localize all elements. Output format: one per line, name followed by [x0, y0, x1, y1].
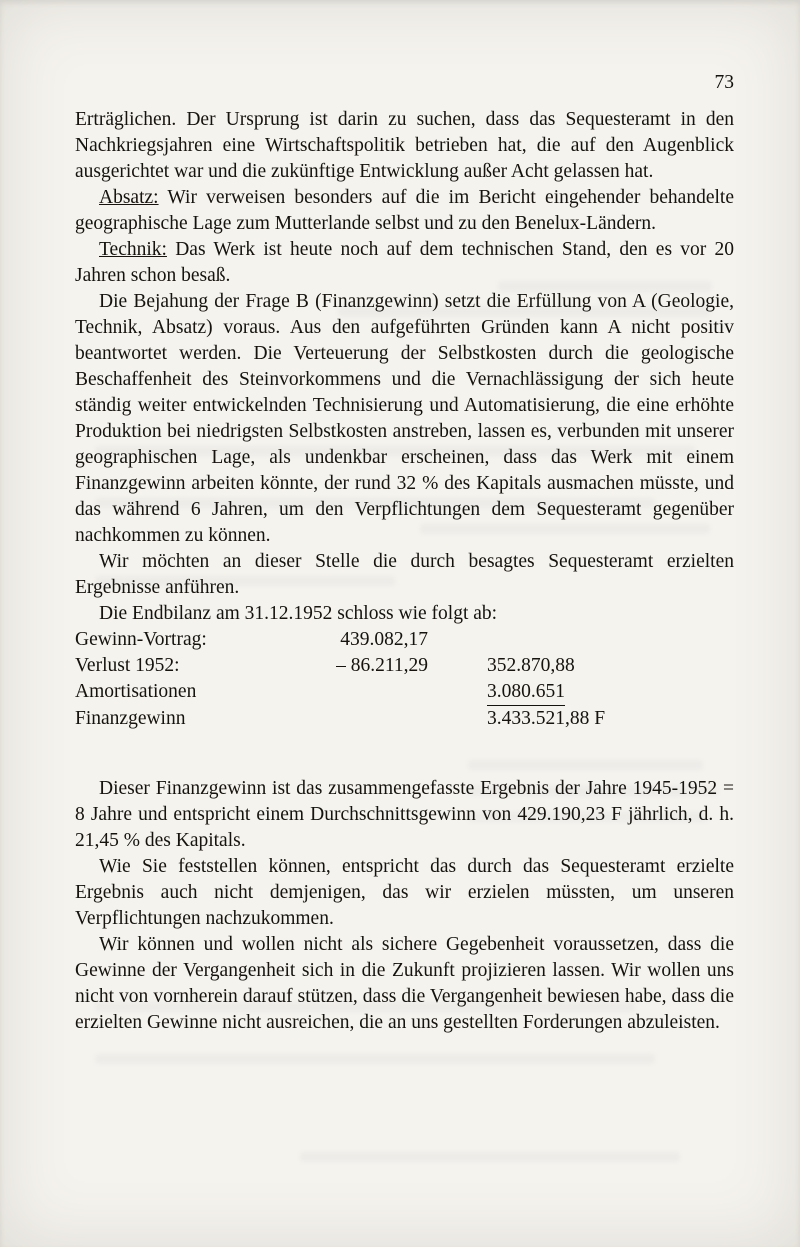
- paragraph-continuation: Erträglichen. Der Ursprung ist darin zu suchen, dass das Sequesteramt in den Nachkriegsjahren eine Wirtschaftspolitik betrieben hat, die auf den Augenblick ausgerichtet war und die zukünftige Entwicklung außer Acht gelassen hat.: [75, 109, 734, 182]
- paragraph-text: Das Werk ist heute noch auf dem technischen Stand, den es vor 20 Jahren schon besaß.: [75, 239, 735, 286]
- balance-table: [75, 627, 734, 732]
- paragraph-ergebnisse: Wir möchten an dieser Stelle die durch besagtes Sequesteramt erzielten Ergebnisse anführen.: [75, 551, 734, 598]
- paragraph-absatz: [75, 185, 734, 237]
- balance-row-amount: – 86.211,29: [336, 655, 428, 676]
- paragraph-feststellen: Wie Sie feststellen können, entspricht das durch das Sequesteramt erzielte Ergebnis auch nicht demjenigen, das wir erzielen müssten, um unseren Verpflichtungen nachzukommen.: [75, 856, 734, 929]
- balance-row-label: Amortisationen: [75, 681, 197, 702]
- balance-row-total: 352.870,88: [487, 655, 575, 676]
- balance-row-label: Gewinn-Vortrag:: [75, 629, 207, 650]
- paragraph-text: Wir verweisen besonders auf die im Bericht eingehender behandelte geographische Lage zum Mutterlande selbst und zu den Benelux-Ländern.: [75, 187, 734, 234]
- balance-row: [75, 679, 734, 706]
- bleedthrough-artifact: [95, 1054, 655, 1064]
- balance-row-amount: 439.082,17: [340, 629, 428, 650]
- balance-row-label: Verlust 1952:: [75, 655, 180, 676]
- balance-row-total: [428, 627, 734, 653]
- bleedthrough-artifact: [300, 1152, 680, 1162]
- balance-subtotal-underlined: 3.080.651: [487, 679, 565, 706]
- paragraph-endbilanz-intro: Die Endbilanz am 31.12.1952 schloss wie folgt ab:: [99, 603, 498, 624]
- paragraph-bejahung: Die Bejahung der Frage B (Finanzgewinn) setzt die Erfüllung von A (Geologie, Technik, Absatz) voraus. Aus den aufgeführten Gründen kann A nicht positiv beantwortet werden. Die Verteuerung der Selbstkosten durch die geologische Beschaffenheit des Steinvorkommens und die Vernachlässigung der sich heute ständig weiter entwickelnden Technisierung und Automatisierung, die eine erhöhte Produktion bei niedrigsten Selbstkosten anstreben, lassen es, verbunden mit unserer geographischen Lage, als undenkbar erscheinen, dass das Werk mit einem Finanzgewinn arbeiten könnte, der rund 32 % des Kapitals ausmachen müsste, und das während 6 Jahren, um den Verpflichtungen dem Sequesteramt gegenüber nachkommen zu können.: [75, 291, 734, 546]
- balance-row-label: Finanzgewinn: [75, 708, 186, 729]
- page-content: [75, 70, 734, 1036]
- paragraph-finanzgewinn-summary: Dieser Finanzgewinn ist das zusammengefasste Ergebnis der Jahre 1945-1952 = 8 Jahre und entspricht einem Durchschnittsgewinn von 429.190,23 F jährlich, d. h. 21,45 % des Kapitals.: [75, 778, 734, 851]
- paragraph-schluss: Wir können und wollen nicht als sichere Gegebenheit voraussetzen, dass die Gewinne der Vergangenheit sich in die Zukunft projizieren lassen. Wir wollen uns nicht von vornherein darauf stützen, dass die Vergangenheit bewiesen habe, dass die erzielten Gewinne nicht ausreichen, die an uns gestellten Forderungen abzuleisten.: [75, 934, 734, 1033]
- balance-row-amount: [255, 706, 428, 732]
- balance-row: [75, 627, 734, 653]
- page-number: 73: [714, 72, 734, 93]
- balance-row-total: 3.433.521,88 F: [487, 708, 606, 729]
- paragraph-label: Technik:: [99, 239, 167, 260]
- balance-row-amount: [255, 679, 428, 706]
- balance-row: [75, 653, 734, 679]
- paragraph-label: Absatz:: [99, 187, 159, 208]
- balance-row-total: [428, 679, 734, 706]
- balance-row: [75, 706, 734, 732]
- paragraph-technik: [75, 237, 734, 289]
